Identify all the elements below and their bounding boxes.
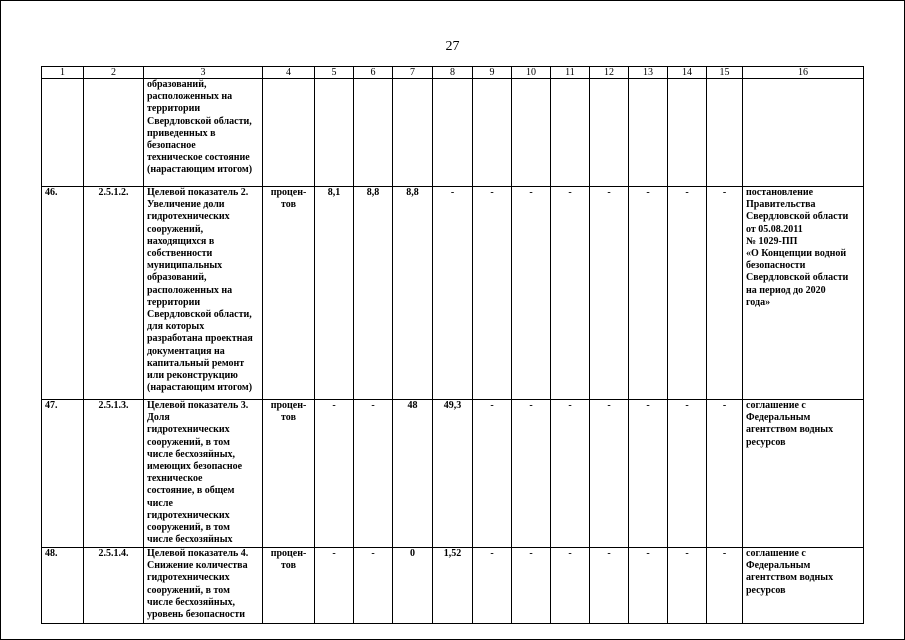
value-cell: -: [551, 548, 590, 624]
value-cell: [512, 79, 551, 187]
source-cell: соглашение с Федеральным агентством водных ресурсов: [743, 548, 864, 624]
column-header: 13: [629, 67, 668, 79]
column-header: 12: [590, 67, 629, 79]
value-cell: -: [512, 187, 551, 400]
value-cell: -: [707, 548, 743, 624]
table-row: [42, 548, 864, 624]
indicator-name-cell: Целевой показатель 3. Доля гидротехнических сооружений, в том числе бесхозяйных, имеющих безопасное техническое состояние, в общем числе гидротехнических сооружений, в том числе бесхозяйных: [144, 400, 263, 548]
indicator-name-cell: Целевой показатель 4. Снижение количества гидротехнических сооружений, в том числе бесхозяйных, уровень безопасности: [144, 548, 263, 624]
value-cell: [707, 79, 743, 187]
value-cell: -: [668, 187, 707, 400]
value-cell: -: [315, 548, 354, 624]
header-row: [42, 67, 864, 79]
column-header: 15: [707, 67, 743, 79]
column-header: 9: [473, 67, 512, 79]
column-header: 16: [743, 67, 864, 79]
units-cell: процен- тов: [263, 400, 315, 548]
source-cell: [743, 79, 864, 187]
value-cell: [551, 79, 590, 187]
column-header: 4: [263, 67, 315, 79]
data-table: [41, 66, 864, 624]
value-cell: 8,8: [354, 187, 393, 400]
column-header: 1: [42, 67, 84, 79]
value-cell: [393, 79, 433, 187]
source-cell: соглашение с Федеральным агентством водных ресурсов: [743, 400, 864, 548]
value-cell: -: [512, 400, 551, 548]
value-cell: -: [473, 187, 512, 400]
indicator-name-cell: Целевой показатель 2. Увеличение доли гидротехнических сооружений, находящихся в собственности муниципальных образований, расположенных на территории Свердловской области, для которых разработана проектная документация на капитальный ремонт или реконструкцию (нарастающим итогом): [144, 187, 263, 400]
value-cell: -: [512, 548, 551, 624]
value-cell: -: [707, 187, 743, 400]
value-cell: -: [668, 548, 707, 624]
column-header: 3: [144, 67, 263, 79]
value-cell: -: [668, 400, 707, 548]
column-header: 5: [315, 67, 354, 79]
column-header: 11: [551, 67, 590, 79]
column-header: 8: [433, 67, 473, 79]
value-cell: -: [473, 400, 512, 548]
row-number-cell: 47.: [42, 400, 84, 548]
value-cell: [590, 79, 629, 187]
value-cell: -: [629, 548, 668, 624]
column-header: 14: [668, 67, 707, 79]
table-row: [42, 400, 864, 548]
value-cell: 8,1: [315, 187, 354, 400]
row-code-cell: [84, 79, 144, 187]
units-cell: процен- тов: [263, 187, 315, 400]
value-cell: -: [590, 400, 629, 548]
page-number: 27: [445, 39, 460, 54]
value-cell: 48: [393, 400, 433, 548]
value-cell: -: [629, 400, 668, 548]
value-cell: -: [433, 187, 473, 400]
value-cell: -: [551, 400, 590, 548]
row-number-cell: 46.: [42, 187, 84, 400]
column-header: 7: [393, 67, 433, 79]
units-cell: [263, 79, 315, 187]
value-cell: [354, 79, 393, 187]
value-cell: [433, 79, 473, 187]
value-cell: -: [590, 187, 629, 400]
value-cell: 8,8: [393, 187, 433, 400]
row-code-cell: 2.5.1.3.: [84, 400, 144, 548]
column-header: 6: [354, 67, 393, 79]
value-cell: [629, 79, 668, 187]
indicator-name-cell: образований, расположенных на территории Свердловской области, приведенных в безопасное техническое состояние (нарастающим итогом): [144, 79, 263, 187]
value-cell: [315, 79, 354, 187]
table-row: [42, 79, 864, 187]
row-number-cell: [42, 79, 84, 187]
row-number-cell: 48.: [42, 548, 84, 624]
value-cell: -: [629, 187, 668, 400]
value-cell: [473, 79, 512, 187]
table-row: [42, 187, 864, 400]
value-cell: -: [315, 400, 354, 548]
value-cell: -: [354, 548, 393, 624]
value-cell: [668, 79, 707, 187]
column-header: 10: [512, 67, 551, 79]
column-header: 2: [84, 67, 144, 79]
value-cell: -: [707, 400, 743, 548]
units-cell: процен- тов: [263, 548, 315, 624]
value-cell: 0: [393, 548, 433, 624]
row-code-cell: 2.5.1.2.: [84, 187, 144, 400]
value-cell: -: [354, 400, 393, 548]
row-code-cell: 2.5.1.4.: [84, 548, 144, 624]
value-cell: 1,52: [433, 548, 473, 624]
value-cell: -: [551, 187, 590, 400]
value-cell: -: [590, 548, 629, 624]
source-cell: постановление Правительства Свердловской области от 05.08.2011 № 1029-ПП «О Концепции водной безопасности Свердловской области на период до 2020 года»: [743, 187, 864, 400]
value-cell: -: [473, 548, 512, 624]
value-cell: 49,3: [433, 400, 473, 548]
